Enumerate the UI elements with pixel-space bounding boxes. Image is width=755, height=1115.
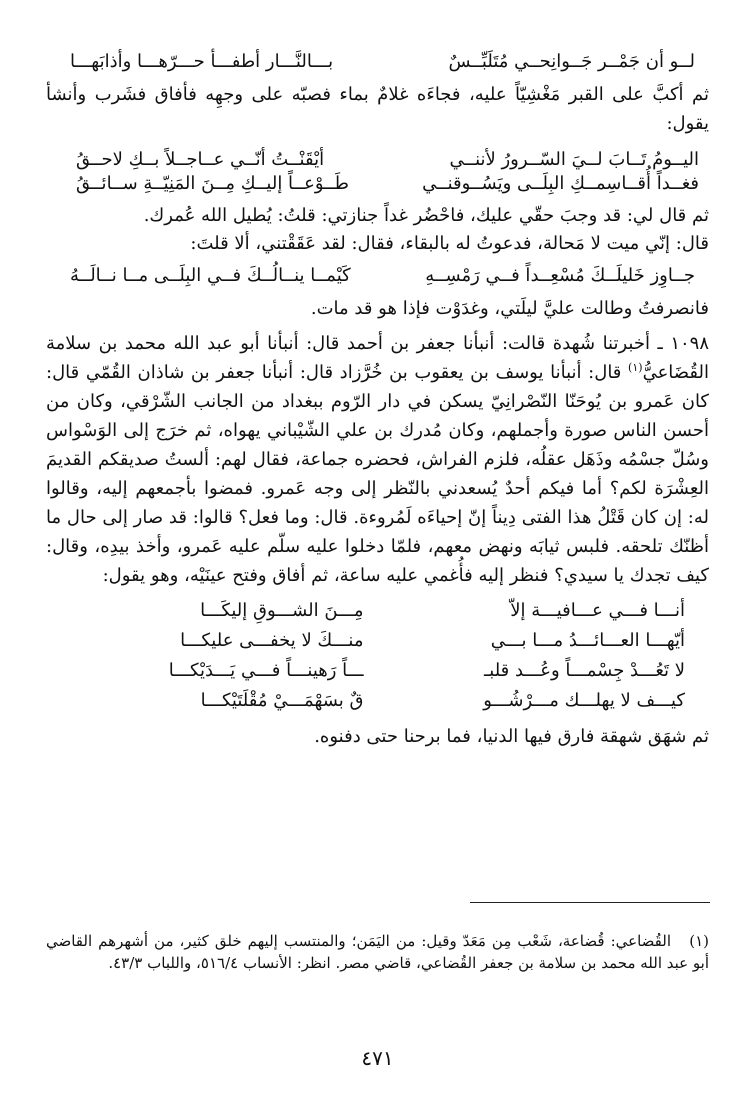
quatrain-hemistich: منـــكَ لا يخفـــى عليكـــا [180,630,364,651]
quatrain-hemistich: كيـــف لا يهلـــك مـــرْشُـــو [483,690,685,711]
paragraph-5-rest: قال: أنبأنا يوسف بن يعقوب بن خُرَّزاد قال: أنبأنا جعفر بن شاذان القُمّي قال: كان عَمرو بن يُوحَنّا النّصْرانِيّ يسكن في دار الرّوم ببغداد من الجانب الشّرْقي، وكان من أحسن الناس صورة وأجملهم، وكان مُدرك بن علي الشّيْباني يهواه، ثم خرَج إلى الوَسْواس وسُلّ جسْمُه وذَهَل عقلُه، فلزم الفراش، فحضره جماعة، فقال لهم: ألستُ صديقكم القديمَ العِشْرَة لكم؟ أما فيكم أحدٌ يُسعدني بالنّظر إلى وجه عَمرو. فمضوا بأجمعهم إليه، وقالوا له: إن كان قَتْلُ هذا الفتى دِيناً إنّ إحياءَه لَمُروءة. قال: وما فعل؟ قالوا: قد صار إلى حال ما أظنّك تلحقه. فلبس ثيابَه ونهض معهم، فلمّا دخلوا عليه سلّم عليه عَمرو، وأخذ بيدِه، وقال: كيف تجدك يا سيدي؟ فنظر إليه فأُغمي عليه ساعة، ثم أفاق وفتح عينَيْه، وهو يقول: [46,362,709,586]
verse-hemistich-right: اليــومُ تَــابَ لــيَ السّــرورُ لأننــي [449,149,699,170]
verse-hemistich-left: بـــالنَّـــار أطفـــأ حـــرّهـــا وأذابَهـــا [70,51,334,72]
quatrain-hemistich: لا تَعُـــدْ جِسْمـــاً وعُـــد قلبـ [484,660,685,681]
page-number: ٤٧١ [361,1046,394,1070]
footnote-reference[interactable]: (١) [628,361,643,374]
paragraph-5-start: ١٠٩٨ ـ أخبرتنا شُهدة قالت: أنبأنا جعفر بن أحمد قال: أنبأنا أبو عبد الله محمد بن سلامة القُضَاعيُّ [46,333,709,383]
verse-hemistich-left: كَيْمــا ينــالُــكَ فــي البِلَــى مــا نــالَــهُ [70,265,351,286]
quatrain [46,596,709,716]
quatrain-hemistich: أنـــا فـــي عـــافيـــة إلاّ [510,600,685,621]
verse-hemistich-right: لــو أن جَمْــر جَــوانِحــي مُتَلَبِّــسٌ [448,51,695,72]
verse-hemistich-left: طَــوْعــاً إليــكِ مِــنَ المَنِيّــةِ ســائــقُ [76,173,349,194]
quatrain-hemistich: ـــاً رَهينـــاً فـــي يَـــدَيْكـــا [168,660,364,681]
verse-line-3 [46,172,709,196]
verse-line-4 [46,264,709,288]
paragraph-3: قال: إنّي ميت لا مَحالة، فدعوتُ له بالبقاء، فقال: لقد عَقَقْتني، ألا قلتَ: [190,233,709,254]
footnote-number: (١) [689,932,709,950]
paragraph-5 [46,329,709,590]
quatrain-hemistich: مِـــنَ الشـــوقِ إليكَـــا [200,600,364,621]
footnote-divider [470,902,710,903]
verse-hemistich-right: فغــداً أُقــاسِمــكِ البِلَــى ويَسُــوقنــي [422,173,699,194]
footnote [46,930,709,974]
quatrain-hemistich: قٌ بسَهْمَـــيْ مُقْلَتَيْكـــا [200,690,364,711]
paragraph-1: ثم أكبَّ على القبر مَغْشِيّاً عليه، فجاءَه غلامٌ بماء فصبّه على وجهِه فأفاق فشَرب وأنشأ يقول: [46,84,709,134]
paragraph-2: ثم قال لي: قد وجبَ حقّي عليك، فاحْضُر غداً جنازتي: قلتُ: يُطيل الله عُمرك. [143,205,709,226]
footnote-text: القُضاعي: قُضاعة، شَعْب مِن مَعَدّ وقيل: من اليَمَن؛ والمنتسب إليهم خلق كثير، من أشهرهم القاضي أبو عبد الله محمد بن سلامة بن جعفر القُضاعي، قاضي مصر. انظر: الأنساب ٥١٦/٤، واللباب ٤٣/٣. [46,932,709,972]
quatrain-hemistich: أيّهـــا العـــائـــدُ مـــا بـــي [490,630,685,651]
verse-line-1 [46,50,709,74]
paragraph-6: ثم شهَق شهقة فارق فيها الدنيا، فما برحنا حتى دفنوه. [314,726,709,747]
paragraph-4: فانصرفتُ وطالت عليَّ ليلَتي، وغدَوْت فإذا هو قد مات. [310,298,709,319]
verse-line-2 [46,148,709,172]
verse-hemistich-right: جــاوِز خَليلَــكَ مُسْعِــداً فــي رَمْسِــهِ [425,265,695,286]
verse-hemistich-left: أيْقَنْــتُ أنّــي عــاجــلاً بــكِ لاحــقُ [76,149,325,170]
